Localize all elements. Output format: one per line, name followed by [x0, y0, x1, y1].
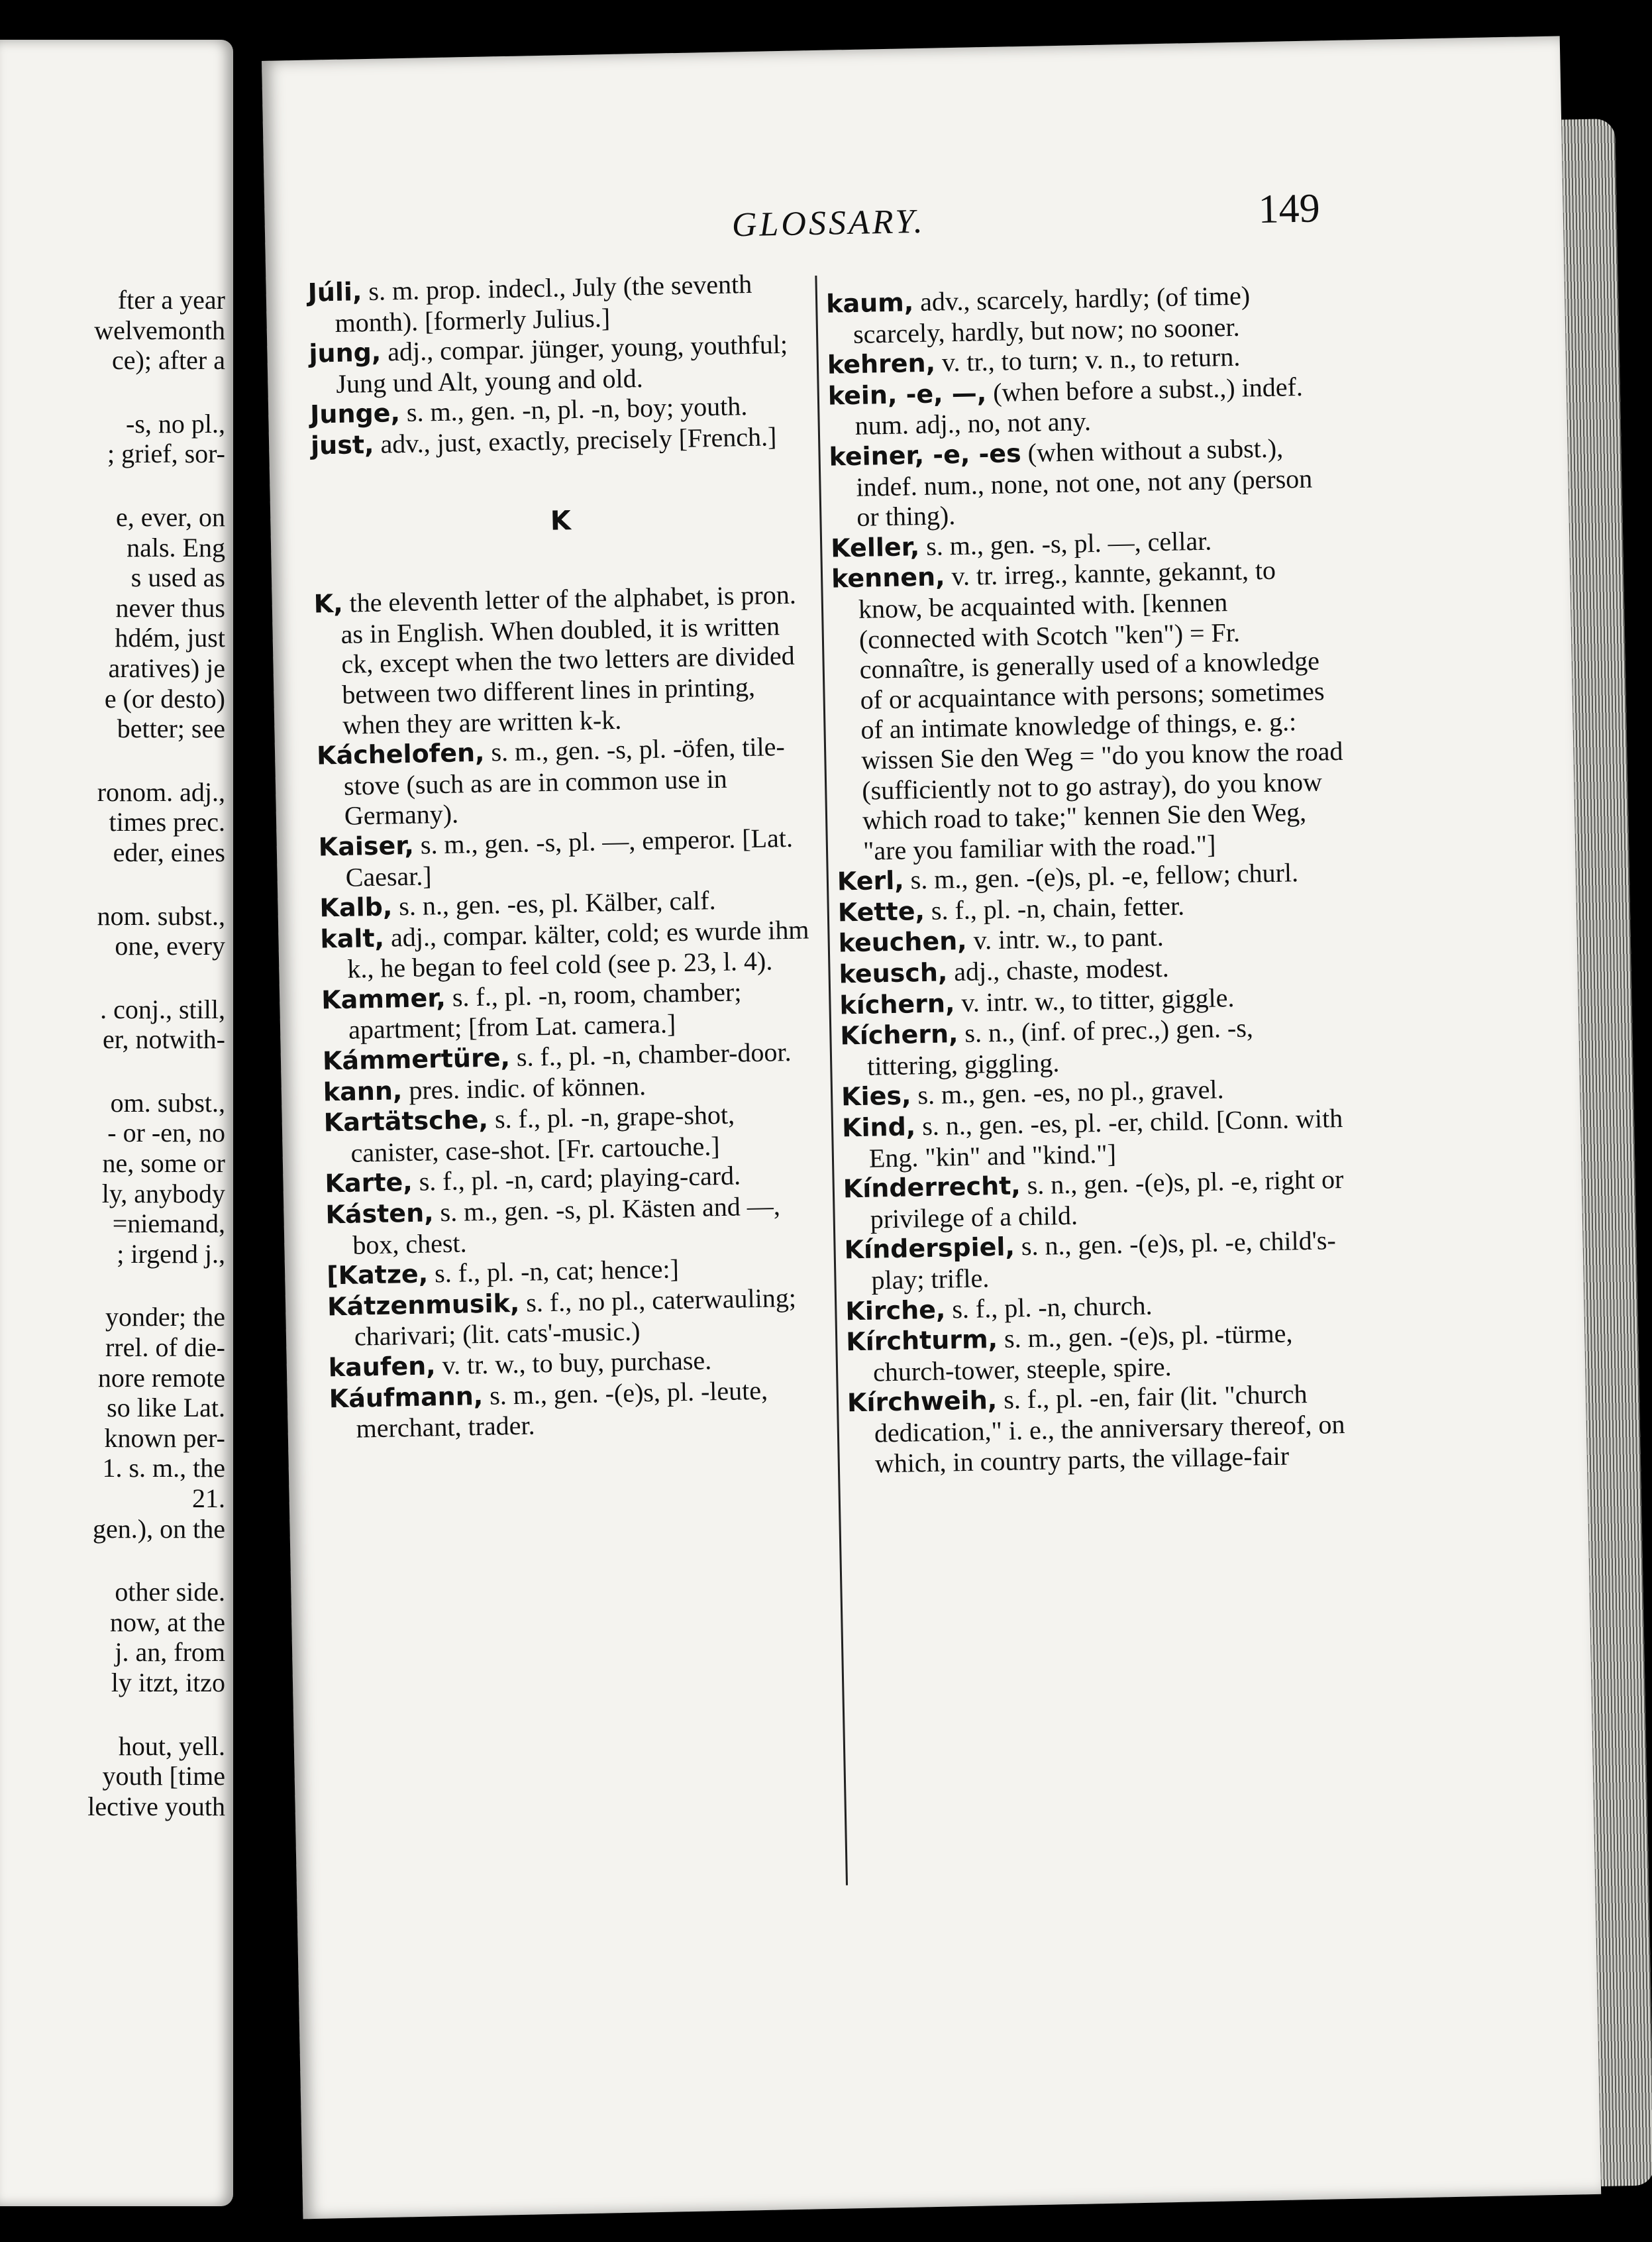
definition: the eleventh letter of the alphabet, is pron. as in English. When doubled, it is written ck, except when the two letters are divided between two different lines in printing, when they are written k-k. [340, 579, 797, 740]
headword: [Katze, [326, 1259, 429, 1291]
headword: keuchen, [838, 926, 968, 958]
left-page-line: e, ever, on [116, 502, 225, 532]
left-page-line [0, 868, 225, 901]
definition: v. tr. w., to buy, purchase. [435, 1345, 712, 1381]
left-page-line: ly, anybody [101, 1178, 225, 1208]
glossary-entry [826, 279, 1337, 350]
left-page [0, 40, 233, 2206]
definition: (when without a subst.), indef. num., none, not one, not any (person or thing). [856, 433, 1313, 533]
headword: kaum, [825, 288, 914, 319]
headword: keusch, [839, 957, 948, 989]
definition: s. m., gen. -s, pl. —, cellar. [919, 525, 1212, 561]
definition: s. f., no pl., caterwauling; charivari; (lit. cats'-music.) [354, 1282, 797, 1352]
left-page-line: om. subst., [110, 1087, 225, 1118]
definition: s. f., pl. -en, fair (lit. "church dedication," i. e., the anniversary thereof, on which, in country parts, the village-fair [874, 1379, 1345, 1479]
headword: Kíchern, [839, 1019, 958, 1051]
glossary-entry [327, 1282, 825, 1353]
headword: Kásten, [325, 1198, 434, 1230]
headword: Káufmann, [329, 1381, 484, 1414]
glossary-entry [329, 1374, 827, 1445]
glossary-entry [840, 1011, 1351, 1082]
glossary-entry [844, 1225, 1355, 1296]
left-page-line: aratives) je [108, 653, 225, 683]
definition: adv., just, exactly, precisely [French.] [373, 421, 777, 459]
glossary-entry [325, 1190, 823, 1261]
left-page-line [0, 1055, 225, 1088]
headword: Kaiser, [318, 830, 415, 862]
left-page-line: =niemand, [112, 1208, 225, 1239]
glossary-column-right [826, 279, 1359, 1479]
definition: s. m., gen. -(e)s, pl. -e, fellow; churl. [903, 857, 1299, 895]
headword: Kámmertüre, [322, 1043, 511, 1076]
left-page-line [0, 469, 225, 502]
definition: s. n., gen. -es, pl. -er, child. [Conn. with Eng. "kin" and "kind."] [868, 1102, 1343, 1173]
left-page-line: better; see [117, 714, 225, 744]
headword: Kalb, [319, 892, 393, 923]
definition: s. f., pl. -n, chain, fetter. [924, 890, 1185, 926]
definition: s. m., gen. -(e)s, pl. -türme, church-tower, steeple, spire. [872, 1318, 1293, 1387]
left-page-line: hdém, just [115, 623, 225, 653]
left-page-line: er, notwith- [102, 1024, 225, 1055]
definition: s. n., gen. -(e)s, pl. -e, right or privilege of a child. [870, 1164, 1344, 1234]
headword: Kartätsche, [323, 1104, 489, 1138]
left-page-line: 21. [192, 1483, 225, 1513]
definition: pres. indic. of können. [401, 1070, 646, 1105]
definition: (when before a subst.,) indef. num. adj., no, not any. [854, 371, 1304, 441]
definition: adv., scarcely, hardly; (of time) scarcely, hardly, but now; no sooner. [852, 280, 1251, 349]
headword: kaufen, [328, 1351, 437, 1383]
left-page-line: eder, eines [113, 837, 225, 867]
left-page-line: ly itzt, itzo [111, 1667, 225, 1697]
glossary-entry [318, 822, 816, 893]
definition: s. f., pl. -n, cat; hence:] [427, 1254, 680, 1289]
left-page-line: nals. Eng [127, 532, 225, 562]
left-page-line: times prec. [109, 807, 225, 837]
headword: Júli, [307, 277, 362, 307]
running-head: GLOSSARY. [731, 202, 926, 244]
left-page-line: ne, some or [102, 1148, 225, 1179]
left-page-line: -s, no pl., [126, 408, 225, 439]
glossary-entry [320, 914, 818, 985]
definition: v. intr. w., to titter, giggle. [954, 982, 1235, 1018]
headword: kennen, [831, 562, 945, 594]
left-page-line: so like Lat. [107, 1393, 225, 1423]
definition: s. m., gen. -es, no pl., gravel. [911, 1074, 1224, 1110]
section-letter: K [550, 505, 572, 537]
definition: s. f., pl. -n, grape-shot, canister, case-shot. [Fr. cartouche.] [350, 1099, 735, 1168]
left-page-line: fter a year [117, 285, 225, 315]
left-page-line [0, 376, 225, 409]
definition: v. intr. w., to pant. [966, 922, 1164, 956]
glossary-entry [842, 1103, 1353, 1174]
definition: s. n., gen. -es, pl. Kälber, calf. [391, 885, 716, 922]
headword: just, [310, 429, 374, 460]
left-page-line [0, 1698, 225, 1731]
glossary-entry [307, 268, 805, 339]
left-page-line [0, 744, 225, 777]
left-page-line: nore remote [97, 1362, 225, 1393]
headword: kann, [323, 1075, 403, 1107]
headword: Keller, [830, 531, 920, 563]
left-page-line [0, 1269, 225, 1302]
left-page-line: lective youth [87, 1791, 225, 1821]
headword: Kírchturm, [845, 1324, 998, 1357]
left-page-line: one, every [115, 931, 225, 961]
headword: kíchern, [839, 988, 955, 1020]
left-page-line: - or -en, no [107, 1118, 225, 1148]
glossary-entry [313, 579, 813, 740]
definition: v. tr. irreg., kannte, gekannt, to know, be acquainted with. [kennen (connected with Scotch "ken") = Fr. connaître, is generally used of a knowledge of or acquaintance with persons; sometimes of an intimate knowledge of things, e. g.: wissen Sie den Weg = "do you know the road (sufficiently not to go astray), do you know which road to take;" kennen Sie den Weg, "are you familiar with the road."] [858, 555, 1343, 866]
headword: Kette, [837, 896, 925, 928]
glossary-entry [847, 1378, 1359, 1479]
left-page-line: welvemonth [94, 315, 225, 345]
left-page-line: never thus [115, 592, 225, 623]
headword: Kátzenmusik, [327, 1288, 520, 1322]
glossary-entry [846, 1317, 1357, 1388]
headword: Kies, [841, 1081, 911, 1112]
headword: kehren, [827, 348, 936, 380]
headword: Kind, [841, 1112, 916, 1143]
glossary-entry [831, 554, 1347, 867]
headword: K, [313, 588, 344, 619]
left-page-line [0, 961, 225, 994]
definition: s. f., pl. -n, chamber-door. [509, 1036, 792, 1073]
definition: s. n., gen. -(e)s, pl. -e, child's-play; trifle. [871, 1225, 1337, 1295]
headword: jung, [309, 337, 382, 368]
right-page [262, 36, 1601, 2219]
left-page-line: ; irgend j., [117, 1238, 225, 1269]
glossary-entry [309, 329, 807, 400]
left-page-line: yonder; the [105, 1302, 225, 1332]
left-page-line: e (or desto) [104, 683, 225, 714]
definition: adj., compar. jünger, young, youthful; Jung und Alt, young and old. [335, 329, 788, 399]
glossary-entry [323, 1098, 821, 1169]
headword: Kínderrecht, [843, 1171, 1021, 1204]
definition: s. m., gen. -s, pl. -öfen, tile-stove (such as are in common use in Germany). [343, 731, 786, 831]
headword: Kerl, [837, 865, 905, 896]
glossary-entry [829, 432, 1341, 533]
left-page-line: other side. [115, 1577, 225, 1607]
definition: s. n., (inf. of prec.,) gen. -s, tittering, giggling. [866, 1012, 1254, 1081]
headword: kalt, [320, 923, 385, 954]
left-page-line: ronom. adj., [97, 776, 225, 807]
headword: kein, -e, —, [827, 378, 987, 411]
left-page-line [0, 1544, 225, 1577]
glossary-entry [321, 975, 819, 1046]
left-page-line: youth [time [102, 1761, 225, 1791]
glossary-column-left [307, 268, 827, 1444]
left-page-line: . conj., still, [100, 994, 225, 1024]
glossary-entry [317, 731, 815, 831]
left-page-line: hout, yell. [118, 1731, 225, 1761]
entries-before-section [307, 268, 807, 461]
left-page-line: rrel. of die- [105, 1332, 225, 1363]
glossary-entry [843, 1164, 1354, 1235]
page-number: 149 [1257, 186, 1321, 233]
glossary-entry [827, 371, 1339, 442]
entries-after-section [313, 579, 827, 1444]
left-page-line: gen.), on the [93, 1513, 225, 1544]
left-page-line: 1. s. m., the [102, 1453, 225, 1483]
left-page-line: ; grief, sor- [107, 439, 225, 469]
headword: keiner, -e, -es [829, 439, 1022, 472]
headword: Kínderspiel, [844, 1232, 1015, 1265]
definition: s. f., pl. -n, church. [945, 1290, 1153, 1324]
left-page-line: known per- [104, 1422, 225, 1453]
definition: s. f., pl. -n, room, chamber; apartment; [from Lat. camera.] [348, 977, 742, 1045]
definition: adj., chaste, modest. [947, 953, 1170, 987]
headword: Kirche, [845, 1295, 946, 1326]
definition: v. tr., to turn; v. n., to return. [935, 341, 1241, 378]
definition: s. m., gen. -(e)s, pl. -leute, merchant, trader. [356, 1375, 768, 1444]
left-page-line: ce); after a [112, 345, 225, 376]
definition: adj., compar. kälter, cold; es wurde ihm k., he began to feel cold (see p. 23, l. 4). [346, 914, 809, 985]
headword: Junge, [309, 398, 401, 430]
definition: s. m., gen. -s, pl. Kästen and —, box, chest. [352, 1191, 781, 1260]
definition: s. f., pl. -n, card; playing-card. [412, 1160, 741, 1197]
left-page-line: now, at the [109, 1607, 225, 1637]
left-page-text-fragments [0, 285, 225, 1821]
left-page-line: nom. subst., [97, 900, 225, 931]
left-page-line: s used as [130, 562, 225, 593]
headword: Káchelofen, [316, 737, 485, 771]
headword: Kammer, [321, 983, 446, 1015]
definition: s. m., gen. -s, pl. —, emperor. [Lat. Caesar.] [345, 822, 794, 892]
headword: Karte, [325, 1167, 413, 1199]
definition: s. m., gen. -n, pl. -n, boy; youth. [399, 391, 748, 428]
headword: Kírchweih, [847, 1385, 998, 1418]
definition: s. m. prop. indecl., July (the seventh month). [formerly Julius.] [335, 268, 752, 338]
left-page-line: j. an, from [115, 1637, 225, 1668]
